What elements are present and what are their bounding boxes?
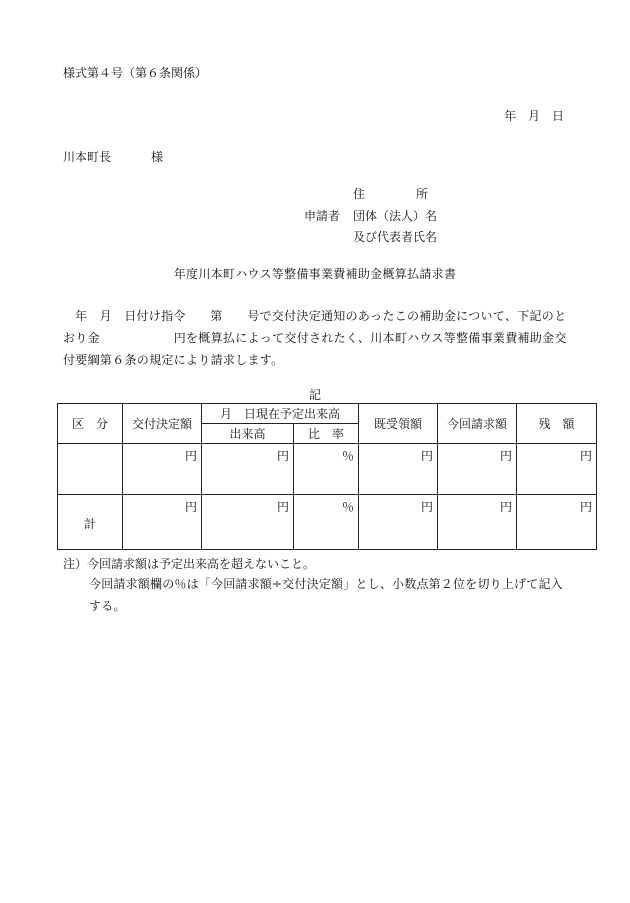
date-line: 年 月 日 [503, 109, 564, 123]
header-kofu: 交付決定額 [123, 404, 202, 444]
address-label-2: 所 [416, 187, 429, 201]
header-zangaku: 残 額 [517, 404, 597, 444]
applicant-label: 申請者 [304, 209, 341, 223]
row1-konkai: 円 [438, 444, 517, 495]
document-title: 年度川本町ハウス等整備事業費補助金概算払請求書 [173, 267, 457, 281]
row1-kubun [58, 444, 123, 495]
ki-heading: 記 [308, 388, 321, 402]
row2-dekidaka: 円 [202, 495, 294, 550]
row2-label: 計 [58, 495, 123, 550]
row2-hiritsu: ％ [294, 495, 359, 550]
table-row-total [58, 495, 597, 550]
header-kubun: 区 分 [58, 404, 123, 444]
row2-zangaku: 円 [517, 495, 597, 550]
table-row [58, 444, 597, 495]
header-kiju: 既受領額 [359, 404, 438, 444]
header-dekidaka: 出来高 [202, 424, 294, 444]
row1-hiritsu: ％ [294, 444, 359, 495]
row1-dekidaka: 円 [202, 444, 294, 495]
row1-kiju: 円 [359, 444, 438, 495]
row2-konkai: 円 [438, 495, 517, 550]
header-hiritsu: 比 率 [294, 424, 359, 444]
addressee: 川本町長 [63, 150, 112, 164]
claim-table [57, 403, 597, 550]
header-yotei: 月 日現在予定出来高 [202, 404, 359, 424]
note-line-2: 今回請求額欄の％は「今回請求額÷交付決定額」とし、小数点第２位を切り上げて記入する。 [89, 577, 563, 613]
address-label-1: 住 [353, 187, 366, 201]
row2-kofu: 円 [123, 495, 202, 550]
header-konkai: 今回請求額 [438, 404, 517, 444]
row2-kiju: 円 [359, 495, 438, 550]
row1-zangaku: 円 [517, 444, 597, 495]
org-label: 団体（法人）名 [353, 209, 438, 223]
body-paragraph: 年 月 日付け指令 第 号で交付決定通知のあったこの補助金について、下記のとおり金 円を概算払によって交付されたく、川本町ハウス等整備事業費補助金交付要綱第６条の規定により請求します。 [63, 309, 567, 367]
addressee-honorific: 様 [151, 150, 164, 164]
form-number: 様式第４号（第６条関係） [63, 66, 208, 80]
row1-kofu: 円 [123, 444, 202, 495]
note-line-1: 注）今回請求額は予定出来高を超えないこと。 [63, 557, 316, 571]
representative-label: 及び代表者氏名 [353, 230, 438, 244]
